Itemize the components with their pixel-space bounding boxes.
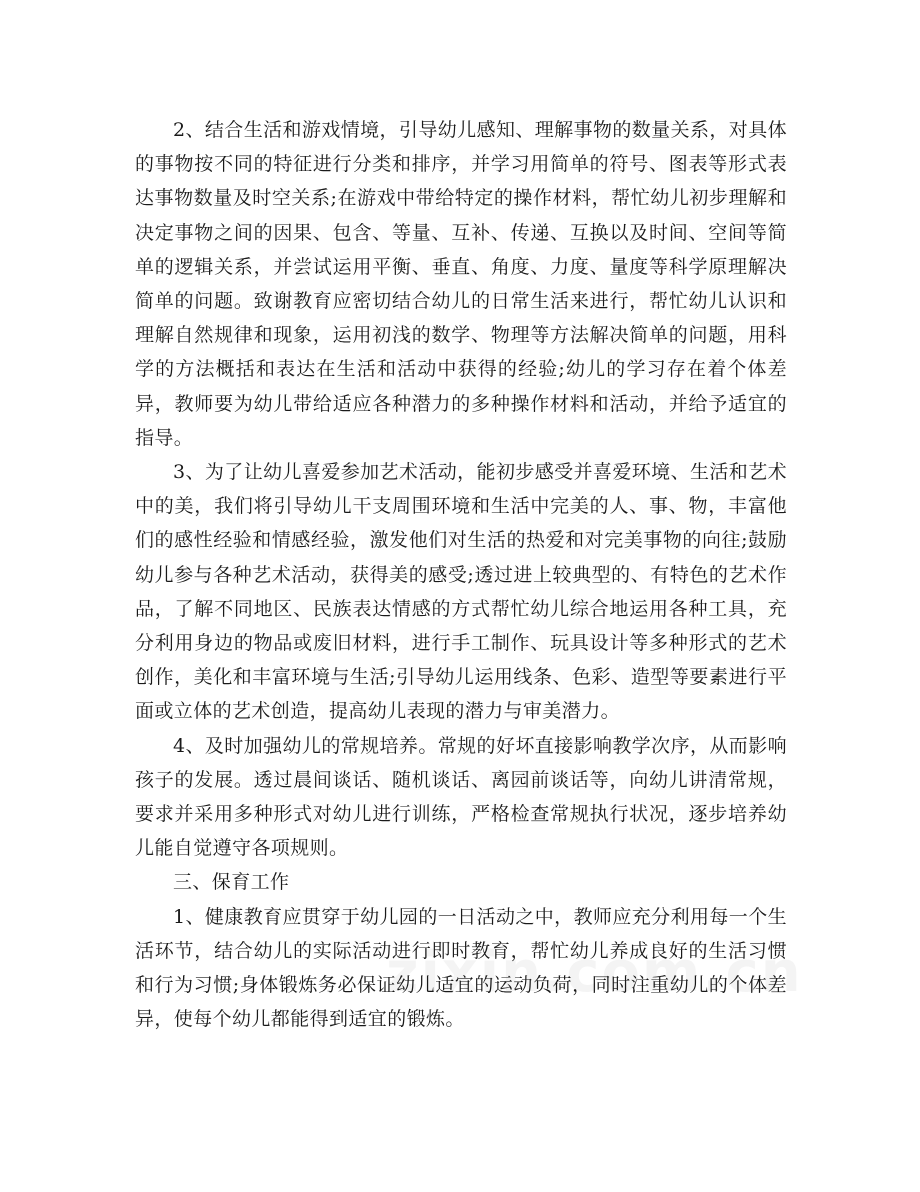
paragraph-item-4: 4、及时加强幼儿的常规培养。常规的好坏直接影响教学次序，从而影响孩子的发展。透过晨间谈话、随机谈话、离园前谈话等，向幼儿讲清常规，要求并采用多种形式对幼儿进行训练，严格检查常规执行状况，逐步培养幼儿能自觉遵守各项规则。 bbox=[135, 734, 787, 860]
watermark-logo bbox=[386, 940, 803, 1005]
document-body bbox=[135, 113, 787, 1036]
section-heading-care-work: 三、保育工作 bbox=[173, 871, 290, 894]
paragraph-care-item-1: 1、健康教育应贯穿于幼儿园的一日活动之中，教师应充分利用每一个生活环节，结合幼儿的实际活动进行即时教育，帮忙幼儿养成良好的生活习惯和行为习惯;身体锻炼务必保证幼儿适宜的运动负荷，同时注重幼儿的个体差异，使每个幼儿都能得到适宜的锻炼。 bbox=[135, 905, 787, 1031]
paragraph-item-2: 2、结合生活和游戏情境，引导幼儿感知、理解事物的数量关系，对具体的事物按不同的特征进行分类和排序，并学习用简单的符号、图表等形式表达事物数量及时空关系;在游戏中带给特定的操作材料，帮忙幼儿初步理解和决定事物之间的因果、包含、等量、互补、传递、互换以及时间、空间等简单的逻辑关系，并尝试运用平衡、垂直、角度、力度、量度等科学原理解决简单的问题。致谢教育应密切结合幼儿的日常生活来进行，帮忙幼儿认识和理解自然规律和现象，运用初浅的数学、物理等方法解决简单的问题，用科学的方法概括和表达在生活和活动中获得的经验;幼儿的学习存在着个体差异，教师要为幼儿带给适应各种潜力的多种操作材料和活动，并给予适宜的指导。 bbox=[135, 119, 787, 449]
paragraph-item-3: 3、为了让幼儿喜爱参加艺术活动，能初步感受并喜爱环境、生活和艺术中的美，我们将引导幼儿干支周围环境和生活中完美的人、事、物，丰富他们的感性经验和情感经验，激发他们对生活的热爱和对完美事物的向往;鼓励幼儿参与各种艺术活动，获得美的感受;透过进上较典型的、有特色的艺术作品，了解不同地区、民族表达情感的方式帮忙幼儿综合地运用各种工具，充分利用身边的物品或废旧材料，进行手工制作、玩具设计等多种形式的艺术创作，美化和丰富环境与生活;引导幼儿运用线条、色彩、造型等要素进行平面或立体的艺术创造，提高幼儿表现的潜力与审美潜力。 bbox=[135, 461, 787, 723]
